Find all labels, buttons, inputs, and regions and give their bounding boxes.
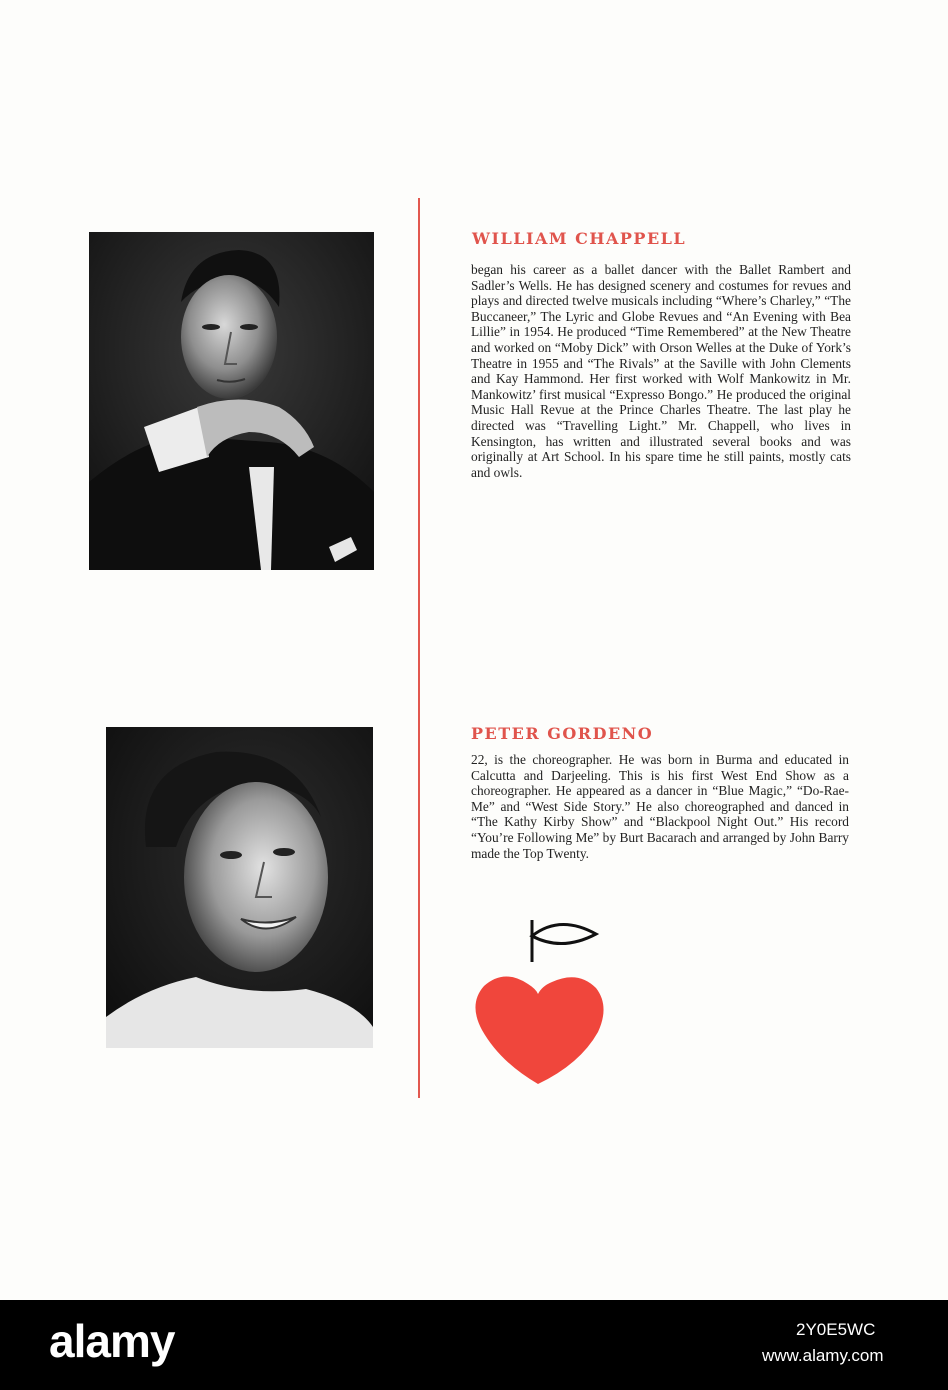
portrait-photo-william-chappell — [89, 232, 374, 570]
profile-biography: 22, is the choreographer. He was born in Burma and educated in Calcutta and Darjeeling. This is his first West End Show as a choreographer. He appeared as a dancer in “Blue Magic,” “Do-Rae-Me” and “West Side Story.” He also choreographed and danced in “The Kathy Kirby Show” and “Blackpool Night Out.” His record “You’re Following Me” by Burt Bacarach and arranged by John Barry made the Top Twenty. — [471, 752, 849, 861]
watermark-site-link[interactable]: www.alamy.com — [762, 1346, 884, 1365]
profile-biography: began his career as a ballet dancer with the Ballet Rambert and Sadler’s Wells. He has designed scenery and costumes for revues and plays and directed twelve musicals including “Where’s Charley,” “The Buccaneer,” The Lyric and Globe Revues and “An Evening with Bea Lillie” in 1954. He produced “Time Remembered” at the New Theatre and worked on “Moby Dick” with Orson Welles at the Duke of York’s Theatre in 1955 and “The Rivals” at the Saville with John Clements and Kay Hammond. Her first worked with Wolf Mankowitz in Mr. Mankowitz’ first musical “Expresso Bongo.” He produced the original Music Hall Revue at the Prince Charles Theatre. The last play he directed was “Travelling Light.” Mr. Chappell, who lives in Kensington, has written and illustrated several books and was originally at Art School. In his spare time he still paints, mostly cats and owls. — [471, 262, 851, 480]
vertical-divider-line — [418, 198, 420, 1098]
portrait-photo-peter-gordeno — [106, 727, 373, 1048]
heart-logo-icon — [470, 912, 610, 1092]
profile-name: PETER GORDENO — [471, 724, 654, 743]
profile-name: WILLIAM CHAPPELL — [472, 229, 687, 248]
watermark-image-id: 2Y0E5WC — [796, 1320, 876, 1339]
watermark-brand: alamy — [49, 1315, 175, 1367]
